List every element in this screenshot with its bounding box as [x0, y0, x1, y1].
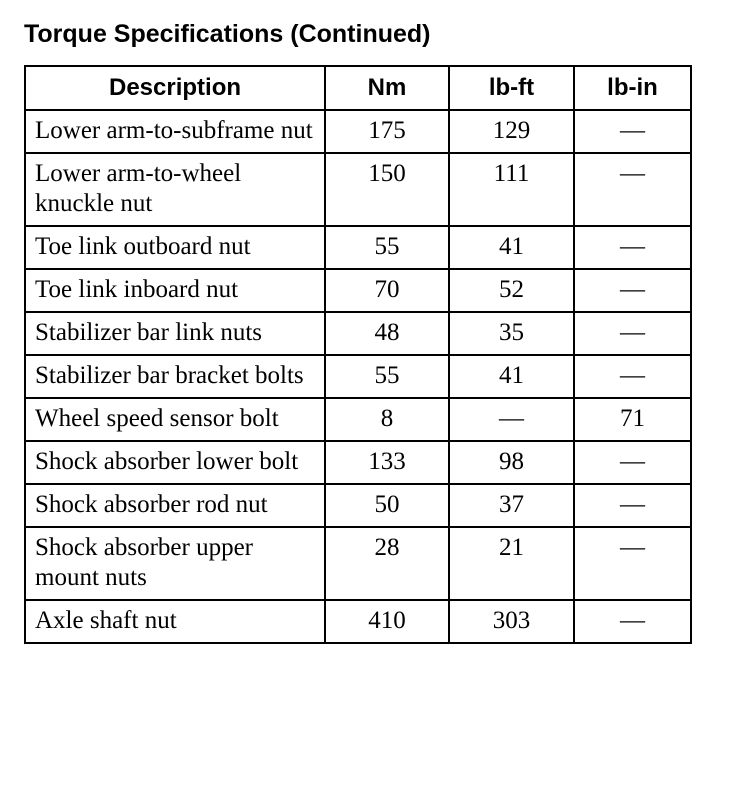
table-row: [25, 484, 691, 527]
table-row: [25, 441, 691, 484]
table-body: [25, 110, 691, 643]
cell-lbft: 41: [449, 226, 574, 269]
cell-lbft: 37: [449, 484, 574, 527]
cell-lbin: —: [574, 600, 691, 643]
table-row: [25, 312, 691, 355]
cell-nm: 133: [325, 441, 449, 484]
table-row: [25, 110, 691, 153]
cell-description: Stabilizer bar bracket bolts: [25, 355, 325, 398]
cell-description: Toe link outboard nut: [25, 226, 325, 269]
cell-lbin: —: [574, 312, 691, 355]
cell-lbft: 21: [449, 527, 574, 600]
cell-nm: 48: [325, 312, 449, 355]
table-row: [25, 355, 691, 398]
cell-lbin: —: [574, 226, 691, 269]
cell-description: Toe link inboard nut: [25, 269, 325, 312]
table-row: [25, 600, 691, 643]
page-title: Torque Specifications (Continued): [24, 20, 431, 48]
cell-nm: 55: [325, 226, 449, 269]
cell-lbin: 71: [574, 398, 691, 441]
cell-nm: 55: [325, 355, 449, 398]
cell-lbft: 98: [449, 441, 574, 484]
cell-lbin: —: [574, 355, 691, 398]
cell-description: Lower arm-to-wheel knuckle nut: [25, 153, 325, 226]
cell-lbft: 111: [449, 153, 574, 226]
cell-description: Axle shaft nut: [25, 600, 325, 643]
cell-description: Shock absorber lower bolt: [25, 441, 325, 484]
cell-lbin: —: [574, 527, 691, 600]
header-description: Description: [25, 66, 325, 110]
header-row: [25, 66, 691, 110]
table-row: [25, 527, 691, 600]
cell-lbin: —: [574, 484, 691, 527]
cell-nm: 28: [325, 527, 449, 600]
cell-lbft: 41: [449, 355, 574, 398]
cell-description: Shock absorber rod nut: [25, 484, 325, 527]
table-row: [25, 226, 691, 269]
table-row: [25, 153, 691, 226]
table-row: [25, 398, 691, 441]
cell-lbft: 129: [449, 110, 574, 153]
cell-nm: 175: [325, 110, 449, 153]
table-header: [25, 66, 691, 110]
cell-description: Shock absorber upper mount nuts: [25, 527, 325, 600]
cell-lbft: 35: [449, 312, 574, 355]
cell-lbin: —: [574, 441, 691, 484]
cell-lbin: —: [574, 110, 691, 153]
cell-nm: 410: [325, 600, 449, 643]
cell-lbft: —: [449, 398, 574, 441]
cell-lbin: —: [574, 269, 691, 312]
header-nm: Nm: [325, 66, 449, 110]
cell-nm: 50: [325, 484, 449, 527]
table-row: [25, 269, 691, 312]
cell-lbft: 52: [449, 269, 574, 312]
header-lbft: lb-ft: [449, 66, 574, 110]
cell-nm: 150: [325, 153, 449, 226]
header-lbin: lb-in: [574, 66, 691, 110]
cell-description: Stabilizer bar link nuts: [25, 312, 325, 355]
torque-spec-table: [24, 65, 692, 644]
cell-nm: 70: [325, 269, 449, 312]
cell-lbft: 303: [449, 600, 574, 643]
cell-nm: 8: [325, 398, 449, 441]
cell-description: Wheel speed sensor bolt: [25, 398, 325, 441]
cell-lbin: —: [574, 153, 691, 226]
cell-description: Lower arm-to-subframe nut: [25, 110, 325, 153]
